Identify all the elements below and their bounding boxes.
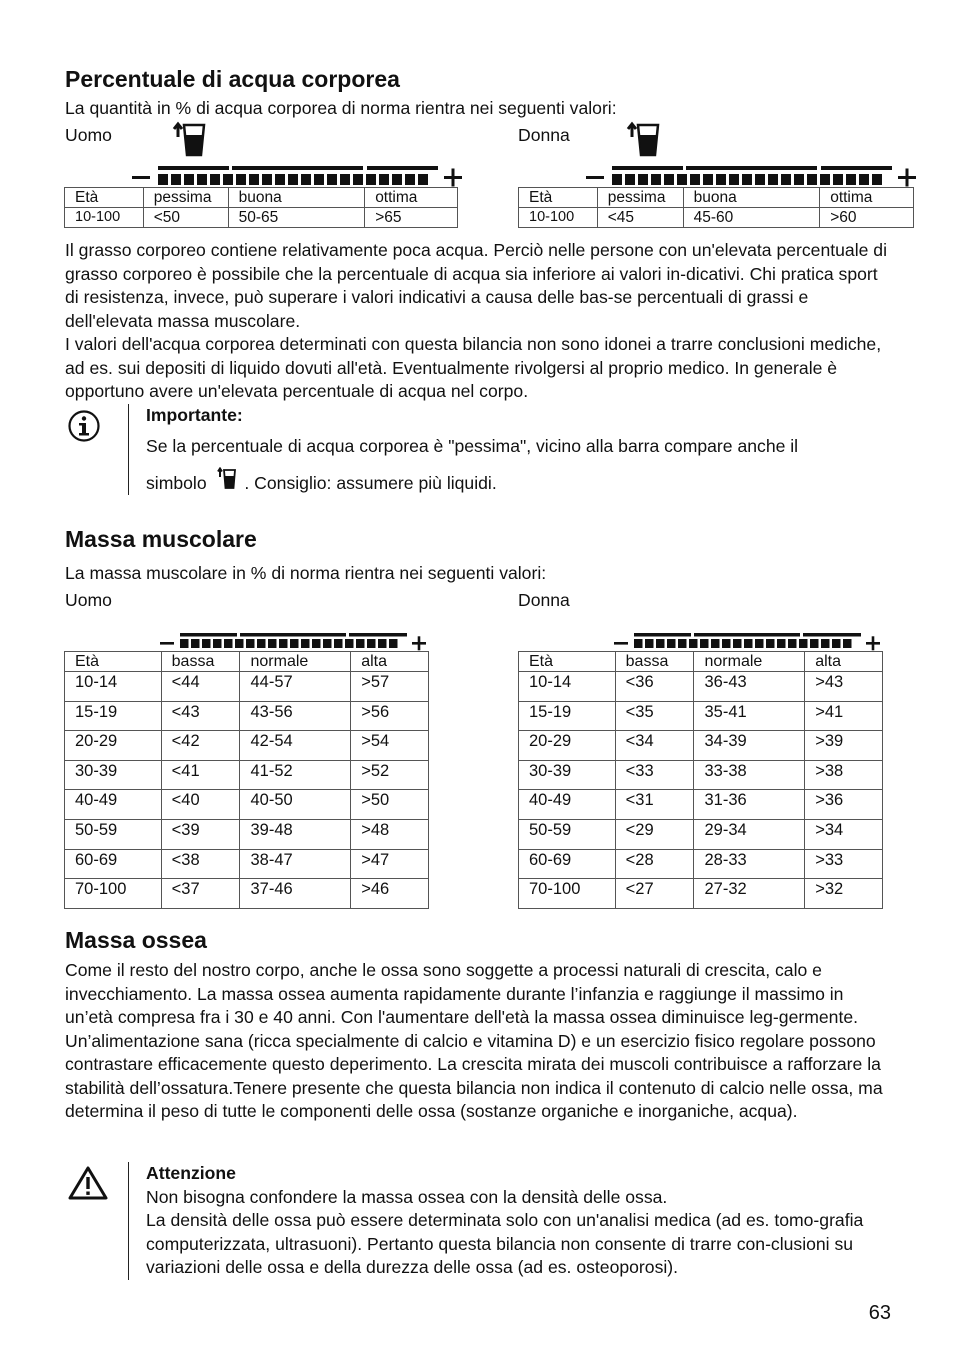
table-cell: 29-34 — [694, 819, 805, 849]
table-cell: 42-54 — [240, 731, 351, 761]
table-cell: >34 — [805, 819, 883, 849]
water-paragraph-1: Il grasso corporeo contiene relativamente poca acqua. Perciò nelle persone con un'elevata percentuale di grasso corporeo è possibile che la percentuale di acqua sia inferiore ai valori in-dicativi. Chi pratica sport di resistenza, invece, può superare i valori indicativi a causa delle bas-se percentuali di grassi e dell'elevata massa muscolare. — [65, 240, 887, 331]
page-number: 63 — [868, 1302, 891, 1324]
header-cell: pessima — [143, 188, 228, 208]
table-row — [65, 879, 429, 909]
muscle-section-title: Massa muscolare — [65, 526, 257, 552]
water-intro: La quantità in % di acqua corporea di norma rientra nei seguenti valori: — [65, 98, 617, 118]
table-cell: 70-100 — [65, 879, 162, 909]
table-cell: <37 — [161, 879, 240, 909]
table-cell: >47 — [351, 849, 429, 879]
table-cell: 40-49 — [519, 790, 616, 820]
table-cell: <44 — [161, 672, 240, 702]
table-cell: 31-36 — [694, 790, 805, 820]
note-divider — [128, 404, 129, 495]
muscle-male-label: Uomo — [65, 590, 112, 610]
table-row — [519, 790, 883, 820]
table-row — [519, 849, 883, 879]
header-cell: normale — [694, 652, 805, 672]
table-cell: 15-19 — [65, 701, 162, 731]
table-cell: 10-14 — [65, 672, 162, 702]
table-cell: >60 — [820, 208, 914, 228]
bone-paragraph: Come il resto del nostro corpo, anche le ossa sono soggette a processi naturali di crescita, calo e invecchiamento. La massa ossea aumenta rapidamente durante l’infanzia e raggiunge il massimo in un’età compresa fra i 30 e 40 anni. Con l'aumentare dell'età la massa ossea diminuisce leg-germente. Un’alimentazione sana (ricca specialmente di calcio e vitamina D) e un esercizio fisico regolare possono contrastare efficacemente questo deperimento. La crescita mirata dei muscoli contribuisce a rafforzare la stabilità dell’ossatura.Tenere presente che questa bilancia non indica il contenuto di calcio nelle ossa, ma determina il peso di tutte le componenti delle ossa (sostanze organiche e inorganiche, acqua). — [65, 960, 883, 1121]
water-scale-bar — [584, 163, 920, 189]
table-cell: <28 — [615, 849, 694, 879]
table-cell: <35 — [615, 701, 694, 731]
table-cell: <40 — [161, 790, 240, 820]
table-row — [519, 819, 883, 849]
table-cell: 34-39 — [694, 731, 805, 761]
note-title: Importante: — [146, 405, 243, 425]
table-row — [519, 731, 883, 761]
table-cell: 44-57 — [240, 672, 351, 702]
table-cell: 50-65 — [228, 208, 365, 228]
table-cell: 20-29 — [519, 731, 616, 761]
table-cell: <45 — [597, 208, 683, 228]
table-row — [65, 760, 429, 790]
muscle-scale-bar — [612, 631, 884, 653]
warning-title: Attenzione — [146, 1163, 236, 1183]
table-cell: 10-14 — [519, 672, 616, 702]
table-row — [519, 879, 883, 909]
table-cell: 28-33 — [694, 849, 805, 879]
info-icon — [67, 409, 101, 443]
table-cell: >33 — [805, 849, 883, 879]
table-cell: 40-50 — [240, 790, 351, 820]
note-line-2 — [146, 467, 886, 496]
table-row — [519, 701, 883, 731]
water-male-label: Uomo — [65, 125, 112, 145]
table-cell: 70-100 — [519, 879, 616, 909]
header-cell: Età — [519, 652, 616, 672]
water-table-male — [64, 187, 458, 228]
muscle-female-label: Donna — [518, 590, 570, 610]
warning-text: La densità delle ossa può essere determinata solo con un'analisi medica (ad es. tomo-grafia computerizzata, ultrasuoni). Pertanto questa bilancia non consente di trarre con-clusioni su variazioni delle ossa e della durezza delle ossa (ad es. osteoporosi). — [146, 1210, 864, 1277]
table-cell: <50 — [143, 208, 228, 228]
header-cell: bassa — [161, 652, 240, 672]
table-row — [519, 208, 914, 228]
table-row — [65, 849, 429, 879]
table-cell: 43-56 — [240, 701, 351, 731]
table-row — [65, 819, 429, 849]
water-section-title: Percentuale di acqua corporea — [65, 66, 400, 92]
table-cell: >39 — [805, 731, 883, 761]
header-cell: buona — [228, 188, 365, 208]
table-cell: >54 — [351, 731, 429, 761]
water-glass-icon — [170, 121, 206, 159]
header-cell: Età — [519, 188, 598, 208]
water-scale-bar — [130, 163, 466, 189]
table-cell: 20-29 — [65, 731, 162, 761]
table-header-row — [65, 188, 458, 208]
table-cell: >48 — [351, 819, 429, 849]
table-cell: 35-41 — [694, 701, 805, 731]
muscle-intro: La massa muscolare in % di norma rientra nei seguenti valori: — [65, 563, 547, 583]
table-cell: 33-38 — [694, 760, 805, 790]
table-cell: >38 — [805, 760, 883, 790]
table-cell: <29 — [615, 819, 694, 849]
muscle-scale-bar — [158, 631, 430, 653]
table-row — [65, 790, 429, 820]
table-cell: 41-52 — [240, 760, 351, 790]
header-cell: pessima — [597, 188, 683, 208]
header-cell: Età — [65, 188, 144, 208]
table-cell: 39-48 — [240, 819, 351, 849]
table-cell: 27-32 — [694, 879, 805, 909]
water-paragraph-2: I valori dell'acqua corporea determinati con questa bilancia non sono idonei a trarre conclusioni mediche, ad es. sui depositi di liquido dovuti all'età. Eventualmente rivolgersi al proprio medico. In generale è opportuno avere un'elevata percentuale di acqua nel corpo. — [65, 334, 882, 401]
table-cell: 45-60 — [683, 208, 820, 228]
table-row — [65, 701, 429, 731]
table-cell: <31 — [615, 790, 694, 820]
table-cell: 30-39 — [519, 760, 616, 790]
table-cell: 38-47 — [240, 849, 351, 879]
table-cell: >56 — [351, 701, 429, 731]
table-cell: 50-59 — [65, 819, 162, 849]
note-line-2b: . Consiglio: assumere più liquidi. — [244, 473, 497, 493]
table-cell: <38 — [161, 849, 240, 879]
water-table-female — [518, 187, 914, 228]
table-cell: >57 — [351, 672, 429, 702]
table-row — [519, 760, 883, 790]
table-cell: >65 — [365, 208, 458, 228]
warning-icon — [67, 1165, 109, 1201]
table-row — [65, 731, 429, 761]
warning-divider — [128, 1162, 129, 1280]
header-cell: ottima — [365, 188, 458, 208]
table-cell: 36-43 — [694, 672, 805, 702]
table-row — [65, 208, 458, 228]
table-cell: 30-39 — [65, 760, 162, 790]
header-cell: bassa — [615, 652, 694, 672]
table-cell: >46 — [351, 879, 429, 909]
table-cell: 15-19 — [519, 701, 616, 731]
table-cell: 50-59 — [519, 819, 616, 849]
table-cell: <36 — [615, 672, 694, 702]
table-header-row — [65, 652, 429, 672]
header-cell: normale — [240, 652, 351, 672]
table-cell: >50 — [351, 790, 429, 820]
table-cell: >43 — [805, 672, 883, 702]
table-cell: >52 — [351, 760, 429, 790]
note-line-1: Se la percentuale di acqua corporea è "pessima", vicino alla barra compare anche il — [146, 435, 799, 456]
table-row — [65, 672, 429, 702]
warning-line-1: Non bisogna confondere la massa ossea con la densità delle ossa. — [146, 1186, 668, 1207]
header-cell: Età — [65, 652, 162, 672]
header-cell: alta — [805, 652, 883, 672]
table-cell: 37-46 — [240, 879, 351, 909]
water-glass-icon — [216, 467, 236, 491]
bone-section-title: Massa ossea — [65, 927, 207, 953]
table-cell: <33 — [615, 760, 694, 790]
table-cell: <39 — [161, 819, 240, 849]
table-header-row — [519, 652, 883, 672]
table-cell: >41 — [805, 701, 883, 731]
header-cell: ottima — [820, 188, 914, 208]
table-cell: >32 — [805, 879, 883, 909]
table-cell: <41 — [161, 760, 240, 790]
muscle-table-male — [64, 651, 429, 909]
table-cell: <42 — [161, 731, 240, 761]
table-cell: 40-49 — [65, 790, 162, 820]
important-note — [146, 404, 886, 496]
table-cell: >36 — [805, 790, 883, 820]
table-cell: 60-69 — [65, 849, 162, 879]
table-cell: 60-69 — [519, 849, 616, 879]
table-cell: <27 — [615, 879, 694, 909]
note-line-2a: simbolo — [146, 473, 207, 493]
water-glass-icon — [624, 121, 660, 159]
muscle-table-female — [518, 651, 883, 909]
table-cell: 10-100 — [519, 208, 598, 228]
water-female-label: Donna — [518, 125, 570, 145]
table-cell: <43 — [161, 701, 240, 731]
table-cell: <34 — [615, 731, 694, 761]
table-header-row — [519, 188, 914, 208]
table-row — [519, 672, 883, 702]
header-cell: alta — [351, 652, 429, 672]
table-cell: 10-100 — [65, 208, 144, 228]
warning-note — [146, 1162, 886, 1280]
header-cell: buona — [683, 188, 820, 208]
